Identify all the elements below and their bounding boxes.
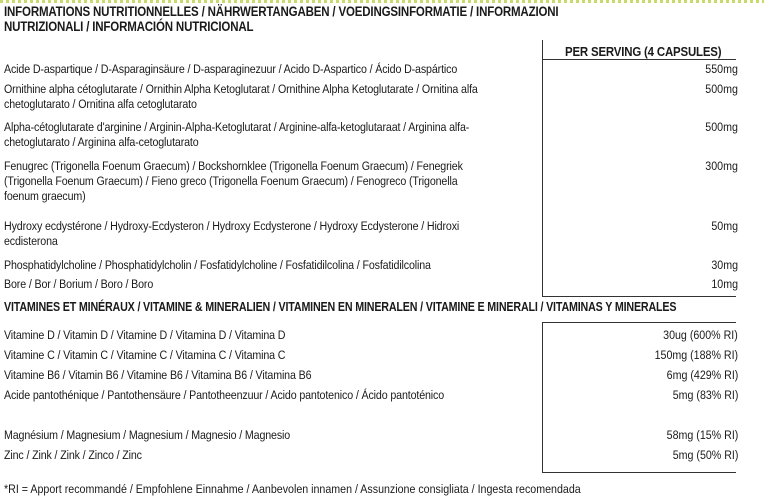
ingredient-name: Hydroxy ecdystérone / Hydroxy-Ecdysteron / Hydroxy Ecdysterone / Hydroxy Ecdysterone / Hidroxi ecdisterona bbox=[4, 219, 460, 248]
section-rule bbox=[542, 296, 736, 297]
vitamin-value: 150mg (188% RI) bbox=[654, 348, 738, 362]
vitamin-value: 5mg (50% RI) bbox=[672, 448, 738, 462]
ingredient-value: 300mg bbox=[705, 159, 738, 173]
ingredient-name: Acide D-aspartique / D-Asparaginsäure / D-asparaginezuur / Acido D-Aspartico / Ácido D-aspártico bbox=[4, 62, 458, 76]
vitamin-value: 30ug (600% RI) bbox=[663, 328, 738, 342]
vitamin-name: Magnésium / Magnesium / Magnesium / Magnesio / Magnesio bbox=[4, 428, 291, 442]
vitamins-rule bbox=[542, 322, 736, 323]
ingredient-value: 10mg bbox=[711, 277, 738, 291]
column-divider bbox=[542, 40, 543, 296]
ingredient-name: Ornithine alpha cétoglutarate / Ornithin Alpha Ketoglutarat / Ornithine Alpha Ketoglutarate / Ornitina alfa chetoglutarato / Ornitina alfa cetoglutarato bbox=[4, 82, 478, 111]
vitamin-value: 5mg (83% RI) bbox=[672, 388, 738, 402]
vitamins-section-title: VITAMINES ET MINÉRAUX / VITAMINE & MINERALIEN / VITAMINEN EN MINERALEN / VITAMINE E MINERALI / VITAMINAS Y MINERALES bbox=[4, 300, 677, 314]
ingredient-name: Phosphatidylcholine / Phosphatidylcholin / Fosfatidylcholine / Fosfatidilcolina / Fosfatidilcolina bbox=[4, 258, 431, 272]
ingredient-value: 550mg bbox=[705, 62, 738, 76]
column-divider-vitamins bbox=[542, 322, 543, 472]
ingredient-name: Alpha-cétoglutarate d'arginine / Arginin-Alpha-Ketoglutarat / Arginine-alfa-ketoglutaraat / Arginina alfa-chetoglutarato / Arginina alfa-cetoglutarato bbox=[4, 120, 470, 149]
ingredient-value: 500mg bbox=[705, 82, 738, 96]
top-dotted-line bbox=[0, 0, 764, 3]
ingredient-name: Fenugrec (Trigonella Foenum Graecum) / Bockshornklee (Trigonella Foenum Graecum) / Fenegriek (Trigonella Foenum Graecum) / Fieno greco (Trigonella Foenum Graecum) / Fenogreco (Trigonella foenum graecum) bbox=[4, 159, 463, 203]
ingredient-value: 50mg bbox=[711, 219, 738, 233]
header-rule bbox=[542, 59, 736, 60]
vitamin-name: Vitamine B6 / Vitamin B6 / Vitamine B6 / Vitamina B6 / Vitamina B6 bbox=[4, 368, 312, 382]
vitamin-name: Acide pantothénique / Pantothensäure / Pantotheenzuur / Acido pantotenico / Ácido pantoténico bbox=[4, 388, 445, 402]
ingredient-value: 30mg bbox=[711, 258, 738, 272]
vitamin-name: Zinc / Zink / Zink / Zinco / Zinc bbox=[4, 448, 142, 462]
bottom-rule bbox=[542, 472, 736, 473]
per-serving-header: PER SERVING (4 CAPSULES) bbox=[565, 44, 722, 59]
vitamin-value: 58mg (15% RI) bbox=[666, 428, 738, 442]
page-title: INFORMATIONS NUTRITIONNELLES / NÄHRWERTANGABEN / VOEDINGSINFORMATIE / INFORMAZIONI NUTRIZIONALI / INFORMACIÓN NUTRICIONAL bbox=[4, 4, 559, 34]
vitamin-name: Vitamine D / Vitamin D / Vitamine D / Vitamina D / Vitamina D bbox=[4, 328, 286, 342]
footnote: *RI = Apport recommandé / Empfohlene Einnahme / Aanbevolen innamen / Assunzione consigliata / Ingesta recomendada bbox=[4, 482, 581, 496]
vitamin-value: 6mg (429% RI) bbox=[666, 368, 738, 382]
vitamin-name: Vitamine C / Vitamin C / Vitamine C / Vitamina C / Vitamina C bbox=[4, 348, 286, 362]
ingredient-name: Bore / Bor / Borium / Boro / Boro bbox=[4, 277, 154, 291]
ingredient-value: 500mg bbox=[705, 120, 738, 134]
